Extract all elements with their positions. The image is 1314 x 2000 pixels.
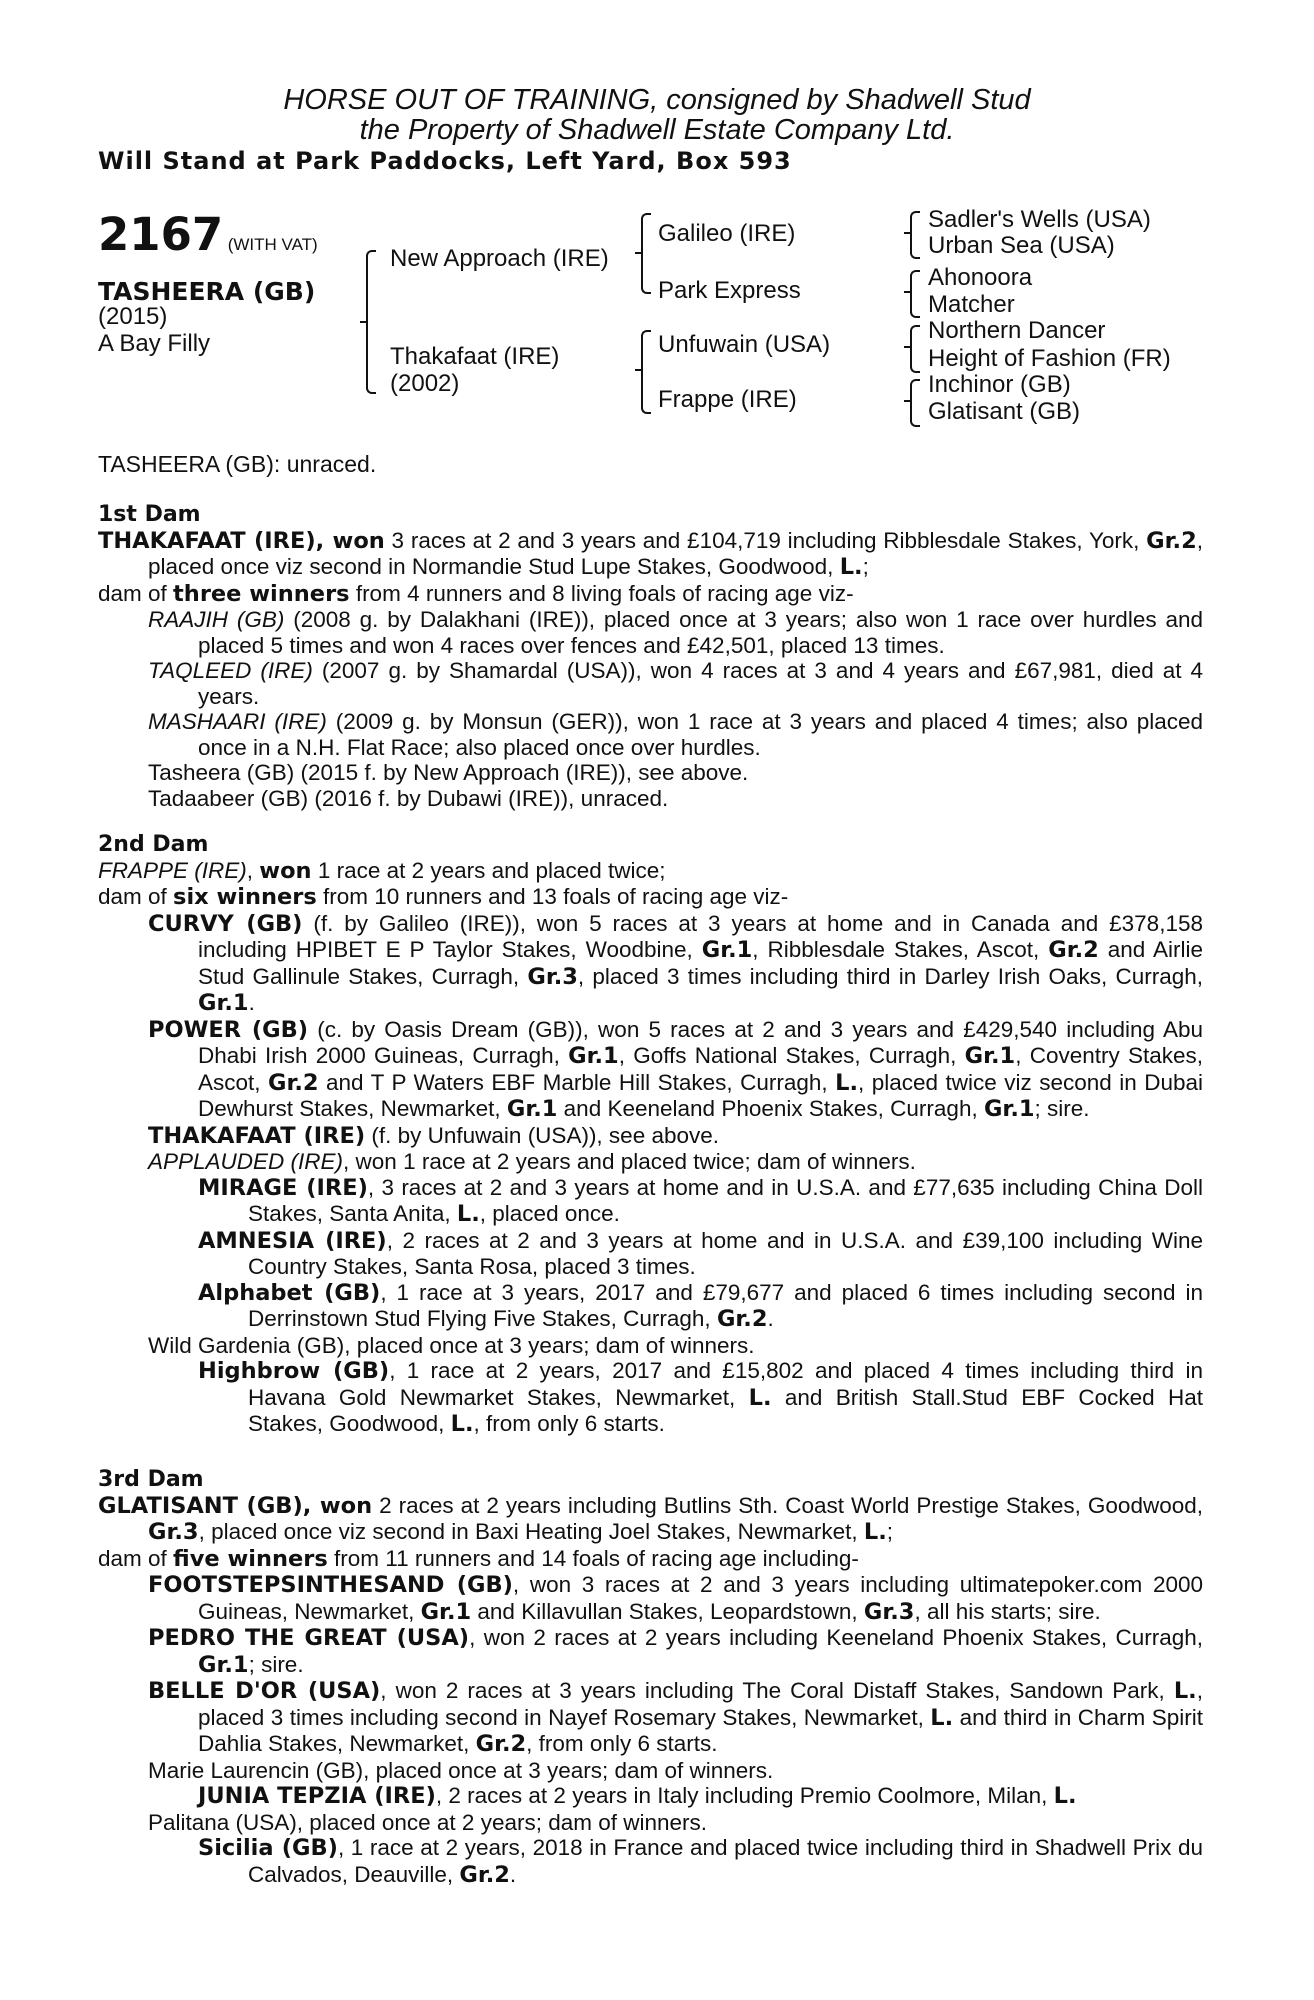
- grade: Gr.1: [506, 1096, 558, 1122]
- produce-text: (2008 g. by Dalakhani (IRE)), placed once at 3 years; also won 1 race over hurdles and placed 5 times and won 4 races over fences and £42,501, placed 13 times.: [198, 607, 1203, 658]
- race-text: , placed once viz second in Normandie Stud Lupe Stakes, Goodwood,: [148, 527, 1203, 579]
- produce-name: MASHAARI (IRE): [148, 709, 327, 734]
- produce-text: , won 2 races at 3 years including The Coral Distaff Stakes, Sandown Park,: [380, 1678, 1174, 1703]
- produce-text: (f. by Galileo (IRE)), won 5 races at 3 years at home and in Canada and £378,158 including HPIBET E P Taylor Stakes, Woodbine,: [198, 910, 1203, 962]
- second-dam-heading: 2nd Dam: [98, 832, 209, 857]
- dam-name: THAKAFAAT (IRE): [98, 527, 316, 554]
- produce-text: , from only 6 starts.: [473, 1411, 665, 1436]
- produce-item: [98, 1228, 1203, 1280]
- header-line-2: the Property of Shadwell Estate Company Ltd.: [359, 114, 955, 146]
- dam-name: GLATISANT (GB): [98, 1492, 303, 1519]
- produce-text: (2007 g. by Shamardal (USA)), won 4 races at 3 and 4 years and £67,981, died at 4 years.: [198, 658, 1204, 709]
- pedigree-sire: New Approach (IRE): [390, 245, 609, 272]
- lot-vat: (WITH VAT): [227, 235, 318, 254]
- produce-item: [98, 911, 1203, 1017]
- race-text: ;: [886, 1519, 894, 1544]
- produce-item: [98, 1572, 1203, 1625]
- produce-name: TAQLEED (IRE): [148, 658, 313, 683]
- pedigree-brace-g34: [910, 270, 920, 318]
- produce-text: , placed 3 times including second in Nayef Rosemary Stakes, Newmarket,: [198, 1678, 1203, 1730]
- produce-text: .: [248, 990, 255, 1015]
- pedigree-brace-g12: [910, 211, 920, 259]
- produce-name: Alphabet (GB): [198, 1279, 381, 1306]
- produce-item: [98, 1678, 1203, 1758]
- produce-item: Palitana (USA), placed once at 2 years; dam of winners.: [148, 1809, 708, 1835]
- pedigree-brace-g34-tip: [904, 291, 912, 293]
- grade: Gr.1: [420, 1598, 472, 1625]
- produce-text: , 1 race at 3 years, 2017 and £79,677 and placed 6 times including second in Derrinstown Stud Flying Five Stakes, Curragh,: [248, 1279, 1203, 1331]
- first-dam-paragraph: [98, 528, 1203, 581]
- produce-name: APPLAUDED (IRE): [148, 1149, 344, 1174]
- pedigree-brace-dam-tip: [635, 369, 643, 371]
- pedigree-g4: Matcher: [928, 291, 1015, 318]
- header-line-1: HORSE OUT OF TRAINING, consigned by Shadwell Stud: [283, 84, 1031, 116]
- produce-item: [98, 1358, 1203, 1438]
- grade: Gr.1: [198, 990, 249, 1016]
- grade: Gr.2: [1048, 937, 1099, 963]
- grade: Gr.2: [716, 1306, 768, 1332]
- produce-name: AMNESIA (IRE): [198, 1227, 387, 1254]
- produce-text: and Keeneland Phoenix Stakes, Curragh,: [557, 1096, 984, 1121]
- pedigree-dam-year: (2002): [390, 370, 460, 397]
- produce-text: and Killavullan Stakes, Leopardstown,: [471, 1598, 864, 1624]
- pedigree-g8: Glatisant (GB): [928, 398, 1081, 425]
- produce-text: and T P Waters EBF Marble Hill Stakes, Curragh,: [318, 1069, 836, 1095]
- produce-text: , placed once.: [479, 1201, 620, 1226]
- produce-text: , Goffs National Stakes, Curragh,: [618, 1043, 965, 1068]
- produce-name: THAKAFAAT (IRE): [148, 1122, 366, 1149]
- lot-number-block: [98, 208, 318, 261]
- pedigree-g2: Urban Sea (USA): [928, 232, 1115, 259]
- grade: Gr.2: [475, 1731, 527, 1757]
- grade: Gr.1: [701, 937, 753, 963]
- produce-item: [98, 1280, 1203, 1333]
- produce-pre: dam of: [98, 1545, 174, 1571]
- pedigree-brace-g56-tip: [904, 346, 912, 348]
- produce-text: .: [767, 1306, 774, 1331]
- pedigree-g7: Inchinor (GB): [928, 371, 1071, 398]
- pedigree-g3: Ahonoora: [928, 264, 1033, 291]
- produce-item: [98, 1123, 1203, 1150]
- produce-text: (2009 g. by Monsun (GER)), won 1 race at 3 years and placed 4 times; also placed once in a N.H. Flat Race; also placed once over hurdles.: [198, 709, 1203, 760]
- listed: L.: [930, 1704, 954, 1731]
- listed: L.: [450, 1411, 474, 1437]
- pedigree-brace-sire-tip: [635, 252, 643, 254]
- produce-item: [98, 709, 1203, 760]
- race-text: , placed once viz second in Baxi Heating Joel Stakes, Newmarket,: [198, 1519, 864, 1544]
- won-label: , won: [302, 1492, 373, 1519]
- produce-item: [98, 1835, 1203, 1888]
- produce-text: , won 3 races at 2 and 3 years including ultimatepoker.com 2000 Guineas, Newmarket,: [198, 1572, 1204, 1624]
- produce-name: PEDRO THE GREAT (USA): [148, 1625, 470, 1651]
- second-dam-produce-intro: [98, 884, 1203, 911]
- produce-pre: dam of: [98, 884, 174, 909]
- first-dam-heading: 1st Dam: [98, 502, 201, 527]
- listed: L.: [456, 1201, 480, 1227]
- horse-description: A Bay Filly: [98, 330, 211, 357]
- listed: L.: [1053, 1783, 1077, 1809]
- grade: Gr.3: [863, 1598, 915, 1625]
- third-dam-produce-intro: [98, 1546, 1203, 1573]
- pedigree-g6: Height of Fashion (FR): [928, 345, 1171, 372]
- third-dam-section: [98, 1467, 1203, 1888]
- pedigree-dam-sire: Unfuwain (USA): [658, 331, 831, 358]
- winners-count: five winners: [173, 1545, 328, 1572]
- produce-item: [98, 607, 1203, 658]
- produce-text: (c. by Oasis Dream (GB)), won 5 races at 2 and 3 years and £429,540 including Abu Dhabi Irish 2000 Guineas, Curragh,: [198, 1016, 1203, 1068]
- second-dam-section: [98, 832, 1203, 1438]
- pedigree-dam: Thakafaat (IRE): [390, 343, 560, 370]
- winners-count: three winners: [173, 580, 350, 607]
- pedigree-brace-dam: [641, 330, 651, 414]
- produce-text: , Coventry Stakes, Ascot,: [198, 1043, 1204, 1095]
- produce-name: POWER (GB): [148, 1016, 309, 1043]
- pedigree-g1: Sadler's Wells (USA): [928, 206, 1151, 233]
- dam-name: FRAPPE (IRE): [98, 857, 247, 883]
- pedigree-brace-g78-tip: [904, 400, 912, 402]
- won-label: , won: [315, 527, 385, 554]
- produce-text: , all his starts; sire.: [914, 1598, 1101, 1624]
- produce-text: , 3 races at 2 and 3 years at home and in U.S.A. and £77,635 including China Doll Stakes, Santa Anita,: [248, 1174, 1203, 1226]
- second-dam-paragraph: FRAPPE (IRE), won 1 race at 2 years and placed twice;: [98, 857, 666, 884]
- produce-item: [98, 1149, 1203, 1175]
- produce-item: [98, 1175, 1203, 1228]
- produce-text: (f. by Unfuwain (USA)), see above.: [365, 1122, 720, 1148]
- produce-text: , from only 6 starts.: [526, 1731, 718, 1756]
- produce-pre: dam of: [98, 580, 174, 606]
- produce-item: [98, 1017, 1203, 1123]
- race-text: 2 races at 2 years including Butlins Sth. Coast World Prestige Stakes, Goodwood,: [372, 1492, 1203, 1518]
- produce-text: , 1 race at 2 years, 2017 and £15,802 and placed 4 times including third in Havana Gold Newmarket Stakes, Newmarket,: [248, 1358, 1203, 1410]
- produce-name: Sicilia (GB): [198, 1835, 338, 1861]
- pedigree-brace-g12-tip: [904, 232, 912, 234]
- listed: L.: [839, 554, 863, 580]
- produce-item: [98, 658, 1203, 709]
- produce-name: BELLE D'OR (USA): [148, 1678, 381, 1704]
- listed: L.: [748, 1384, 772, 1411]
- pedigree-sire-dam: Park Express: [658, 277, 801, 304]
- grade: Gr.1: [568, 1043, 619, 1069]
- produce-text: , won 1 race at 2 years and placed twice; dam of winners.: [343, 1149, 916, 1174]
- race-text: 1 race at 2 years and placed twice;: [311, 857, 666, 883]
- produce-text: , placed 3 times including third in Darley Irish Oaks, Curragh,: [577, 963, 1204, 989]
- produce-item: [98, 1783, 1203, 1810]
- won-label: won: [259, 857, 312, 884]
- produce-text: ; sire.: [248, 1651, 304, 1677]
- produce-name: FOOTSTEPSINTHESAND (GB): [148, 1572, 513, 1598]
- pedigree-brace-main-tip: [360, 321, 368, 323]
- grade: Gr.3: [527, 963, 578, 990]
- pedigree-dam-dam: Frappe (IRE): [658, 386, 797, 413]
- produce-text: and British Stall.Stud EBF Cocked Hat Stakes, Goodwood,: [248, 1384, 1203, 1436]
- produce-text: and Airlie Stud Gallinule Stakes, Curragh,: [198, 937, 1203, 989]
- produce-text: , 1 race at 2 years, 2018 in France and placed twice including third in Shadwell Prix du Calvados, Deauville,: [248, 1835, 1203, 1887]
- lot-number: 2167: [98, 208, 224, 261]
- produce-text: , 2 races at 2 and 3 years at home and in U.S.A. and £39,100 including Wine Country Stakes, Santa Rosa, placed 3 times.: [248, 1227, 1203, 1279]
- produce-item: Wild Gardenia (GB), placed once at 3 years; dam of winners.: [148, 1332, 755, 1358]
- listed: L.: [835, 1069, 858, 1096]
- winners-count: six winners: [173, 884, 317, 910]
- grade: Gr.1: [983, 1096, 1035, 1122]
- produce-text: , won 2 races at 2 years including Keeneland Phoenix Stakes, Curragh,: [469, 1625, 1204, 1650]
- produce-name: RAAJIH (GB): [148, 607, 285, 632]
- produce-text: , 2 races at 2 years in Italy including Premio Coolmore, Milan,: [435, 1783, 1054, 1808]
- pedigree-sire-sire: Galileo (IRE): [658, 220, 796, 247]
- produce-post: from 10 runners and 13 foals of racing age viz-: [316, 884, 789, 909]
- produce-name: JUNIA TEPZIA (IRE): [198, 1783, 436, 1809]
- third-dam-paragraph: [98, 1493, 1203, 1546]
- pedigree-brace-g56: [910, 325, 920, 373]
- first-dam-section: [98, 502, 1203, 811]
- race-text: 3 races at 2 and 3 years and £104,719 including Ribblesdale Stakes, York,: [384, 527, 1147, 553]
- pedigree-brace-g78: [910, 379, 920, 427]
- produce-post: from 4 runners and 8 living foals of racing age viz-: [349, 580, 854, 606]
- grade: Gr.2: [1146, 527, 1197, 554]
- produce-name: MIRAGE (IRE): [198, 1174, 368, 1201]
- produce-text: and third in Charm Spirit Dahlia Stakes, Newmarket,: [198, 1704, 1203, 1756]
- produce-name: CURVY (GB): [148, 910, 303, 937]
- produce-name: Highbrow (GB): [198, 1358, 390, 1384]
- horse-year: (2015): [98, 303, 168, 330]
- produce-item: [98, 1625, 1203, 1678]
- header-line-3: Will Stand at Park Paddocks, Left Yard, Box 593: [98, 147, 792, 175]
- produce-item: Tasheera (GB) (2015 f. by New Approach (IRE)), see above.: [148, 760, 749, 785]
- grade: Gr.3: [148, 1519, 199, 1545]
- listed: L.: [863, 1519, 887, 1545]
- produce-item: Tadaabeer (GB) (2016 f. by Dubawi (IRE)), unraced.: [148, 785, 669, 811]
- grade: Gr.2: [268, 1069, 319, 1096]
- unraced-note: TASHEERA (GB): unraced.: [98, 451, 377, 477]
- produce-post: from 11 runners and 14 foals of racing age including-: [327, 1545, 859, 1571]
- produce-text: ; sire.: [1034, 1096, 1090, 1121]
- produce-text: , placed twice viz second in Dubai Dewhurst Stakes, Newmarket,: [198, 1069, 1203, 1121]
- produce-item: Marie Laurencin (GB), placed once at 3 years; dam of winners.: [148, 1757, 774, 1783]
- grade: Gr.2: [459, 1861, 510, 1888]
- pedigree-g5: Northern Dancer: [928, 317, 1106, 344]
- third-dam-heading: 3rd Dam: [98, 1467, 204, 1492]
- produce-text: , Ribblesdale Stakes, Ascot,: [752, 937, 1049, 962]
- grade: Gr.1: [198, 1651, 249, 1678]
- race-text: ;: [862, 554, 869, 579]
- produce-text: .: [509, 1861, 517, 1887]
- listed: L.: [1173, 1678, 1197, 1704]
- horse-name: TASHEERA (GB): [98, 277, 316, 306]
- first-dam-produce-intro: [98, 581, 1203, 608]
- grade: Gr.1: [964, 1043, 1016, 1069]
